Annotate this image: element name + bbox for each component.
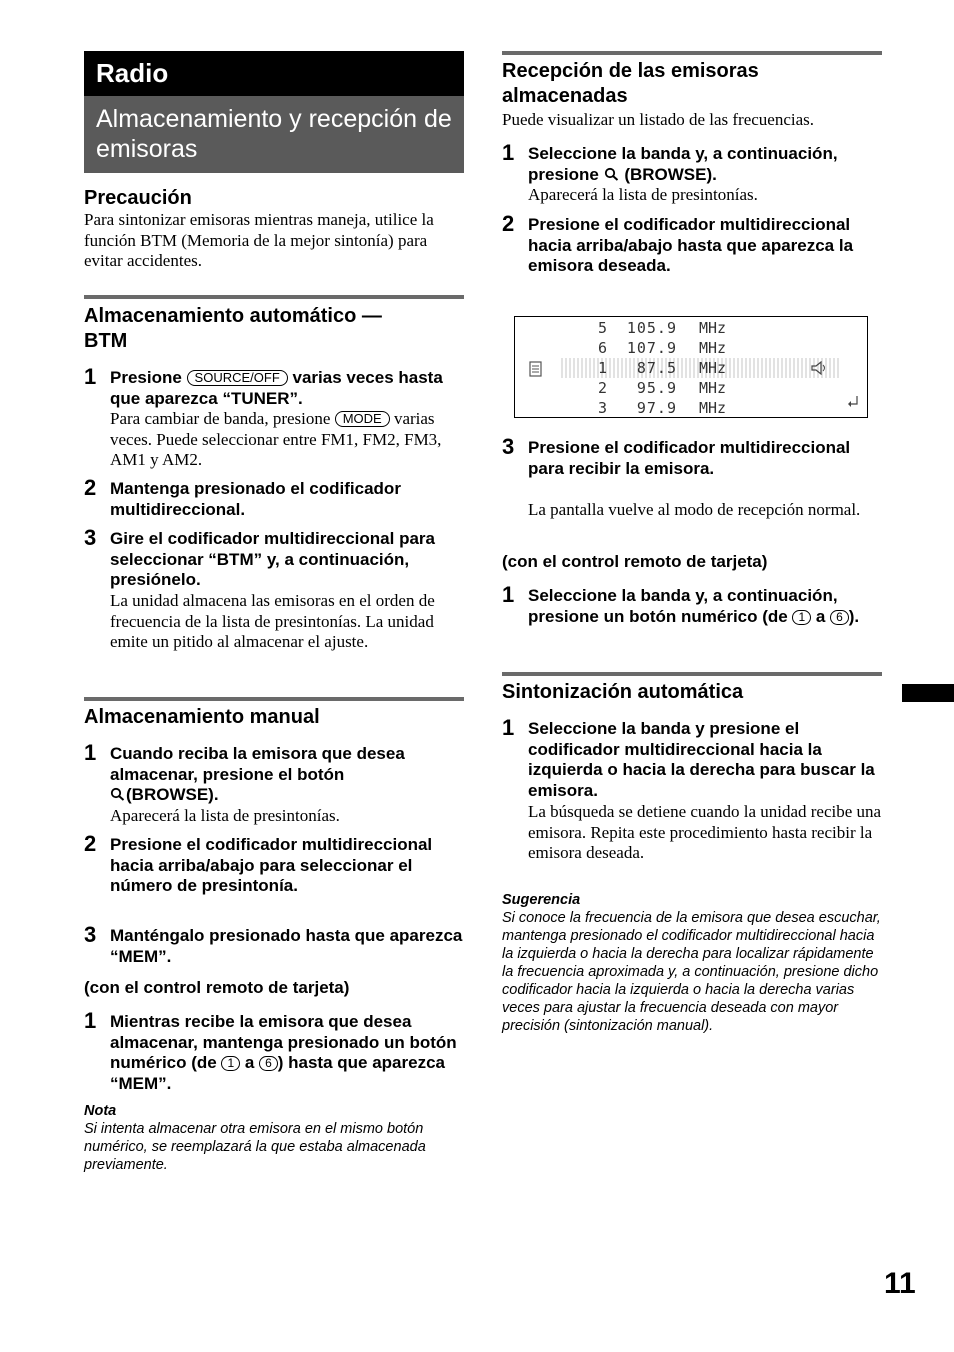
subsection-header: Almacenamiento y recepción de emisoras xyxy=(84,96,464,173)
btm-title: Almacenamiento automático — BTM xyxy=(84,305,382,352)
manual-step-2-text: Presione el codificador multidireccional hacia arriba/abajo para seleccionar el número de presintonía. xyxy=(110,835,433,895)
step-number: 3 xyxy=(84,525,97,550)
note-text: Si intenta almacenar otra emisora en el mismo botón numérico, se reemplazará la que estaba almacenada previamente. xyxy=(84,1121,426,1173)
magnifier-icon xyxy=(110,787,126,801)
recepcion-remote-step-text: Seleccione la banda y, a continuación, presione un botón numérico (de 1 a 6 ). xyxy=(528,586,860,626)
step-number: 2 xyxy=(84,831,97,856)
step-number: 1 xyxy=(84,1008,97,1033)
recepcion-step-2-text: Presione el codificador multidireccional hacia arriba/abajo hasta que aparezca la emisora deseada. xyxy=(528,215,854,275)
btm-step-1-text: Presione SOURCE/OFF varias veces hasta que aparezca “TUNER”. xyxy=(110,368,443,408)
speaker-icon xyxy=(810,361,830,375)
step-number: 1 xyxy=(502,582,515,607)
recepcion-step-1-text: Seleccione la banda y, a continuación, presione (BROWSE). xyxy=(528,144,838,184)
step-number: 1 xyxy=(84,364,97,389)
preset-list-icon xyxy=(529,361,543,377)
manual-remote-title: (con el control remoto de tarjeta) xyxy=(84,978,350,997)
display-row: 5 105.9 MHz xyxy=(597,319,727,337)
preset-list-display xyxy=(514,316,868,418)
step-number: 1 xyxy=(84,740,97,765)
step-number: 3 xyxy=(84,922,97,947)
numeric-key-1: 1 xyxy=(792,610,811,625)
recepcion-step-1-desc: Aparecerá la lista de presintonías. xyxy=(528,185,758,204)
side-tab-marker xyxy=(902,684,954,702)
numeric-key-6: 6 xyxy=(259,1056,278,1071)
recepcion-remote-title: (con el control remoto de tarjeta) xyxy=(502,552,768,571)
manual-step-3-text: Manténgalo presionado hasta que aparezca “MEM”. xyxy=(110,926,463,966)
numeric-key-1: 1 xyxy=(221,1056,240,1071)
magnifier-icon xyxy=(604,167,620,181)
btm-step-2-text: Mantenga presionado el codificador multidireccional. xyxy=(110,479,401,519)
recepcion-step-3-desc: La pantalla vuelve al modo de recepción normal. xyxy=(528,500,861,519)
source-off-key: SOURCE/OFF xyxy=(187,370,288,386)
step-number: 2 xyxy=(502,211,515,236)
btm-step-3-desc: La unidad almacena las emisoras en el orden de frecuencia de la lista de presintonías. La unidad emite un pitido al almacenar el ajuste. xyxy=(110,591,435,651)
sintonizacion-step-text: Seleccione la banda y presione el codificador multidireccional hacia la izquierda o hacia la derecha para buscar la emisora. xyxy=(528,719,875,800)
section-rule xyxy=(502,51,882,55)
step-number: 2 xyxy=(84,475,97,500)
note-title: Nota xyxy=(84,1103,117,1119)
enter-arrow-icon xyxy=(847,395,859,409)
precaucion-text: Para sintonizar emisoras mientras maneja, utilice la función BTM (Memoria de la mejor sintonía) para evitar accidentes. xyxy=(84,210,434,270)
precaucion-title: Precaución xyxy=(84,187,192,209)
display-row: 2 95.9 MHz xyxy=(597,379,727,397)
sintonizacion-step-desc: La búsqueda se detiene cuando la unidad recibe una emisora. Repita este procedimiento hasta recibir la emisora deseada. xyxy=(528,802,882,862)
manual-remote-step-text: Mientras recibe la emisora que desea almacenar, mantenga presionado un botón numérico (de 1 a 6 ) hasta que aparezca “MEM”. xyxy=(110,1012,457,1093)
page-number: 11 xyxy=(884,1267,916,1300)
btm-step-1-desc: Para cambiar de banda, presione MODE varias veces. Puede seleccionar entre FM1, FM2, FM3, AM1 y AM2. xyxy=(110,409,442,469)
tip-text: Si conoce la frecuencia de la emisora que desea escuchar, mantenga presionado el codificador multidireccional hacia la izquierda o hacia la derecha para localizar rápidamente la frecuencia aproximada y, a continuación, presione dicho codificador hacia la izquierda o hacia la derecha varias veces para ajustar la frecuencia deseada con mayor precisión (sintonización manual). xyxy=(502,910,881,1034)
manual-step-1-desc: Aparecerá la lista de presintonías. xyxy=(110,806,340,825)
mode-key: MODE xyxy=(335,411,390,427)
recepcion-intro: Puede visualizar un listado de las frecuencias. xyxy=(502,110,815,129)
section-header-radio: Radio xyxy=(84,51,464,96)
btm-step-3-text: Gire el codificador multidireccional para seleccionar “BTM” y, a continuación, presiónelo. xyxy=(110,529,435,589)
manual-title: Almacenamiento manual xyxy=(84,706,320,728)
manual-step-1-text: Cuando reciba la emisora que desea almacenar, presione el botón (BROWSE). xyxy=(110,744,405,804)
recepcion-step-3-text: Presione el codificador multidireccional para recibir la emisora. xyxy=(528,438,851,478)
section-rule xyxy=(84,697,464,701)
section-rule xyxy=(502,672,882,676)
numeric-key-6: 6 xyxy=(830,610,849,625)
sintonizacion-title: Sintonización automática xyxy=(502,681,744,703)
display-row: 3 97.9 MHz xyxy=(597,399,727,417)
step-number: 1 xyxy=(502,715,515,740)
display-row-selected: 1 87.5 MHz xyxy=(561,358,839,378)
tip-title: Sugerencia xyxy=(502,892,581,908)
display-row: 6 107.9 MHz xyxy=(597,339,727,357)
recepcion-title: Recepción de las emisoras almacenadas xyxy=(502,60,759,107)
section-rule xyxy=(84,295,464,299)
step-number: 3 xyxy=(502,434,515,459)
step-number: 1 xyxy=(502,140,515,165)
